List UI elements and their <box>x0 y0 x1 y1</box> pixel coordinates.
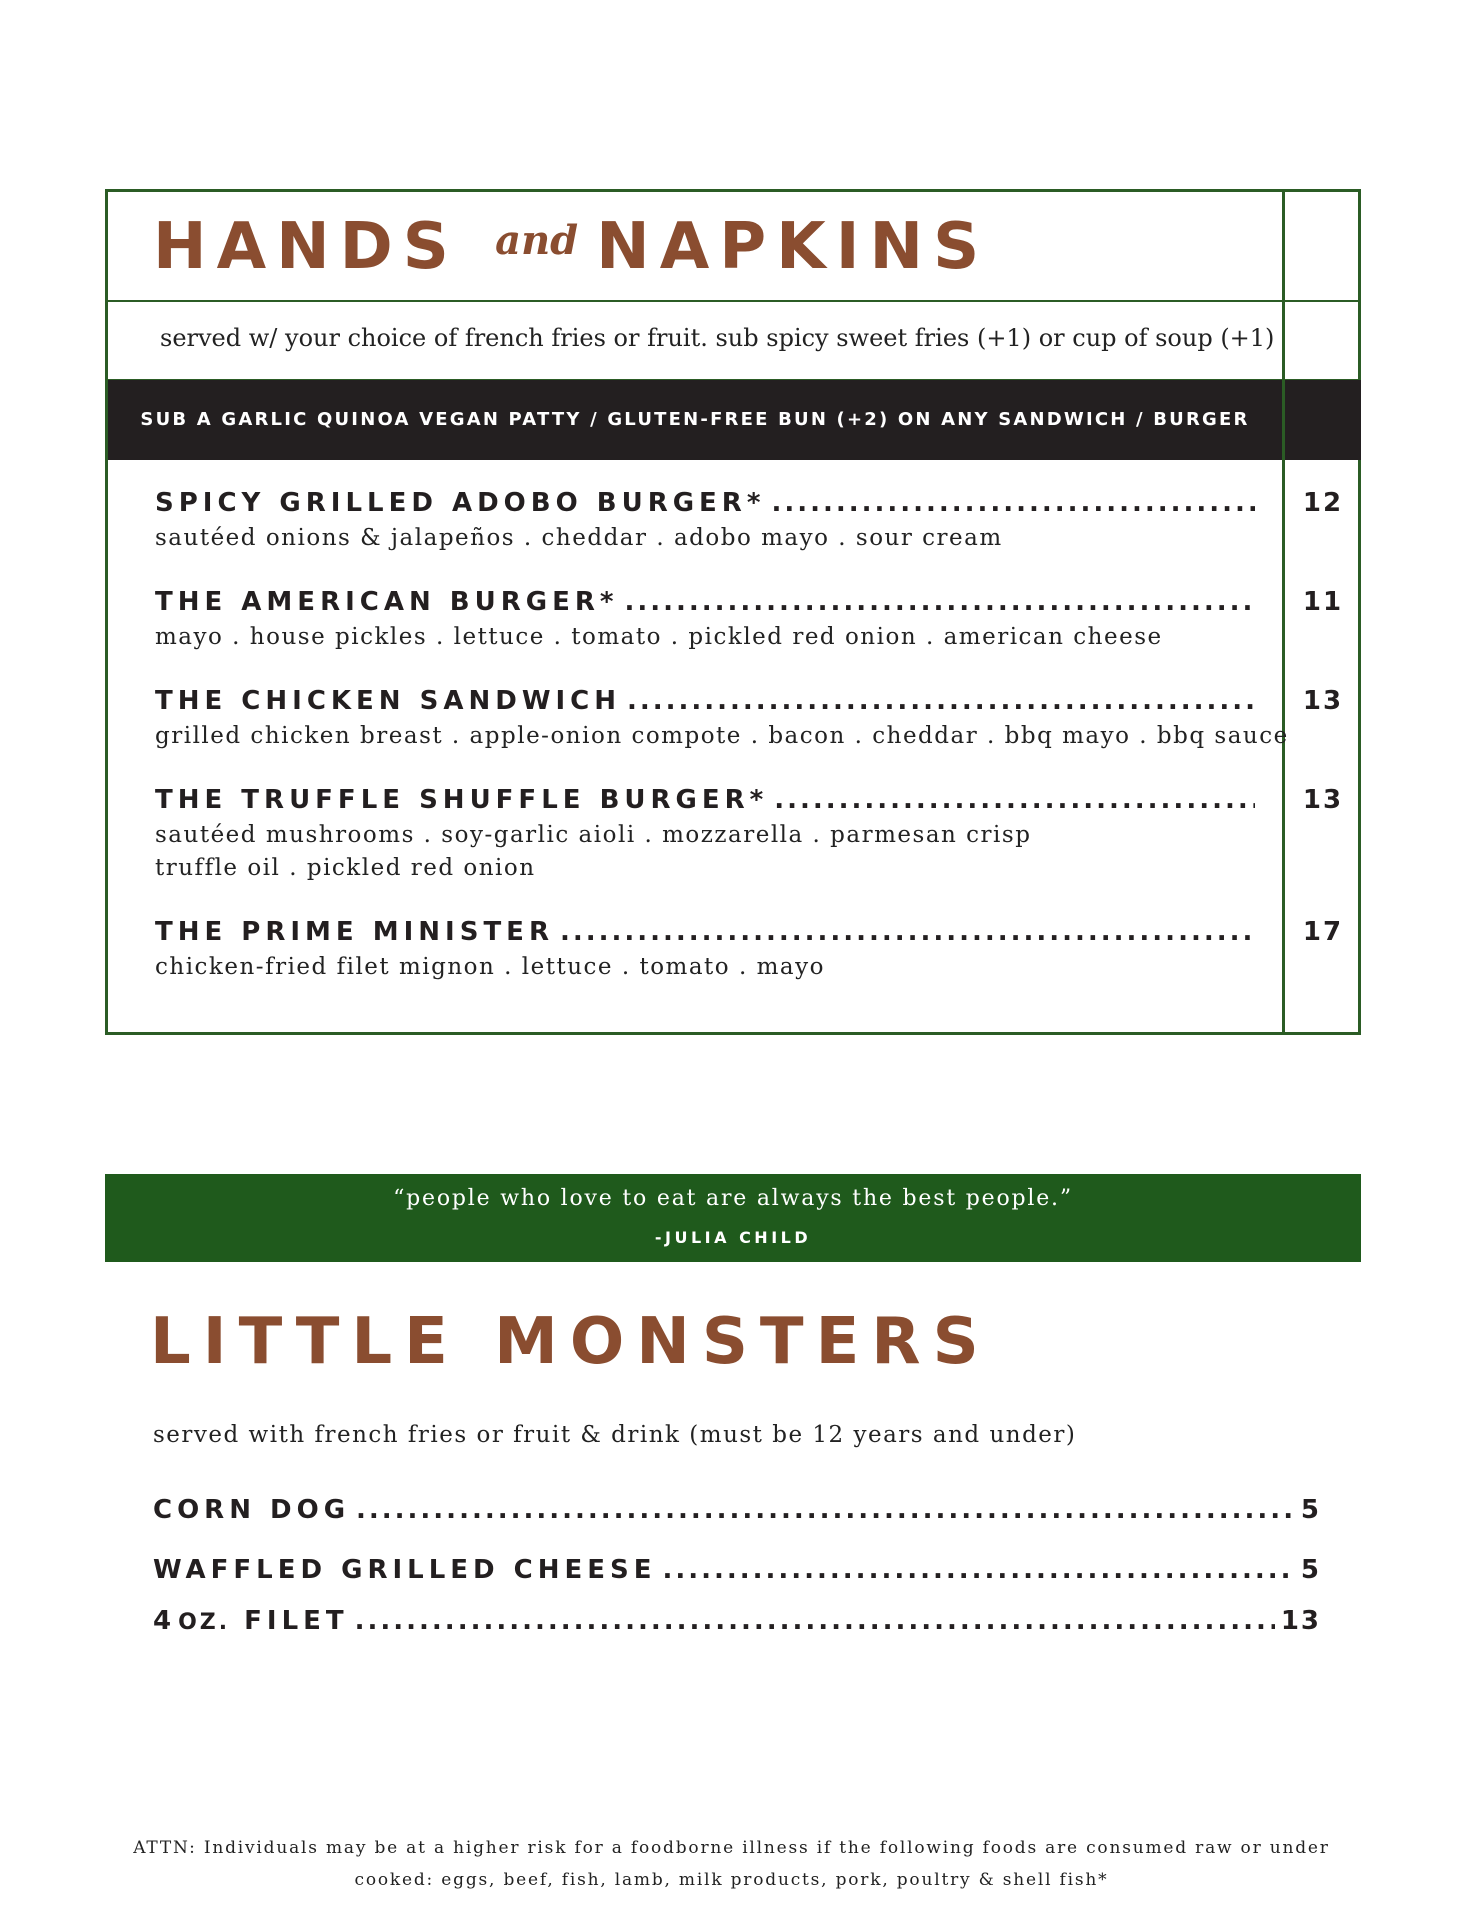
kids-menu-item-price: 5 <box>1300 1495 1321 1525</box>
kids-menu-item-name-unit: OZ. <box>178 1610 231 1635</box>
kids-menu-item <box>153 1606 1321 1636</box>
kids-menu-item-price: 13 <box>1280 1606 1321 1636</box>
kids-menu-item-name: FILET <box>244 1606 349 1636</box>
section-intro-row <box>108 300 1358 382</box>
little-monsters-intro: served with french fries or fruit & drink (must be 12 years and under) <box>153 1422 1077 1448</box>
quote-banner <box>105 1174 1361 1262</box>
food-safety-notice <box>130 1832 1333 1896</box>
menu-item-name-row <box>155 488 1255 518</box>
section-title-row <box>108 192 1358 302</box>
menu-item-name: THE PRIME MINISTER <box>155 917 554 947</box>
title-napkins: NAPKINS <box>596 210 990 284</box>
food-safety-notice-line-1: ATTN: Individuals may be at a higher risk for a foodborne illness if the following foods are consumed raw or under <box>133 1838 1330 1858</box>
menu-item-price: 17 <box>1302 917 1344 947</box>
kids-menu-item-price: 5 <box>1300 1555 1321 1585</box>
quote-author: -JULIA CHILD <box>654 1228 812 1247</box>
menu-item-name: THE TRUFFLE SHUFFLE BURGER* <box>155 785 769 815</box>
menu-item-price: 11 <box>1302 587 1344 617</box>
leader-dots <box>624 587 1255 617</box>
leader-dots <box>771 488 1255 518</box>
leader-dots <box>356 1495 1295 1525</box>
little-monsters-title: LITTLE MONSTERS <box>150 1305 991 1379</box>
title-and: and <box>495 217 579 264</box>
menu-item-name: THE CHICKEN SANDWICH <box>155 686 622 716</box>
menu-item-name: THE AMERICAN BURGER* <box>155 587 619 617</box>
kids-menu-item <box>153 1555 1321 1585</box>
menu-item-description: chicken-fried filet mignon . lettuce . tomato . mayo <box>155 954 825 980</box>
menu-item-name-row <box>155 917 1255 947</box>
substitution-banner-price-cell <box>1285 380 1361 460</box>
section-intro: served w/ your choice of french fries or fruit. sub spicy sweet fries (+1) or cup of soup (+1) <box>160 324 1275 352</box>
leader-dots <box>355 1606 1275 1636</box>
menu-item-price: 12 <box>1302 488 1344 518</box>
section-title <box>153 210 989 284</box>
substitution-banner <box>108 380 1282 460</box>
menu-item-price: 13 <box>1302 686 1344 716</box>
leader-dots <box>627 686 1255 716</box>
leader-dots <box>663 1555 1295 1585</box>
quote-text: “people who love to eat are always the best people.” <box>393 1186 1073 1211</box>
menu-item-description: sautéed mushrooms . soy-garlic aioli . mozzarella . parmesan crisp <box>155 822 1032 848</box>
kids-menu-item-name-prefix: 4 <box>153 1606 177 1636</box>
leader-dots <box>560 917 1255 947</box>
menu-item-description: sautéed onions & jalapeños . cheddar . adobo mayo . sour cream <box>155 525 1003 551</box>
menu-item-description: grilled chicken breast . apple-onion compote . bacon . cheddar . bbq mayo . bbq sauce <box>155 723 1289 749</box>
menu-item-name-row <box>155 587 1255 617</box>
title-hands: HANDS <box>153 210 459 284</box>
hands-and-napkins-section <box>105 189 1361 1035</box>
menu-item-name-row <box>155 686 1255 716</box>
food-safety-notice-line-2: cooked: eggs, beef, fish, lamb, milk products, pork, poultry & shell fish* <box>354 1870 1109 1890</box>
menu-item-description: truffle oil . pickled red onion <box>155 855 536 881</box>
leader-dots <box>774 785 1255 815</box>
kids-menu-item-name: CORN DOG <box>153 1495 351 1525</box>
menu-item-description: mayo . house pickles . lettuce . tomato . pickled red onion . american cheese <box>155 624 1163 650</box>
menu-item-name-row <box>155 785 1255 815</box>
menu-item-name: SPICY GRILLED ADOBO BURGER* <box>155 488 766 518</box>
kids-menu-item <box>153 1495 1321 1525</box>
substitution-banner-text: SUB A GARLIC QUINOA VEGAN PATTY / GLUTEN-FREE BUN (+2) ON ANY SANDWICH / BURGER <box>140 409 1250 430</box>
menu-item-price: 13 <box>1302 785 1344 815</box>
kids-menu-item-name: WAFFLED GRILLED CHEESE <box>153 1555 657 1585</box>
